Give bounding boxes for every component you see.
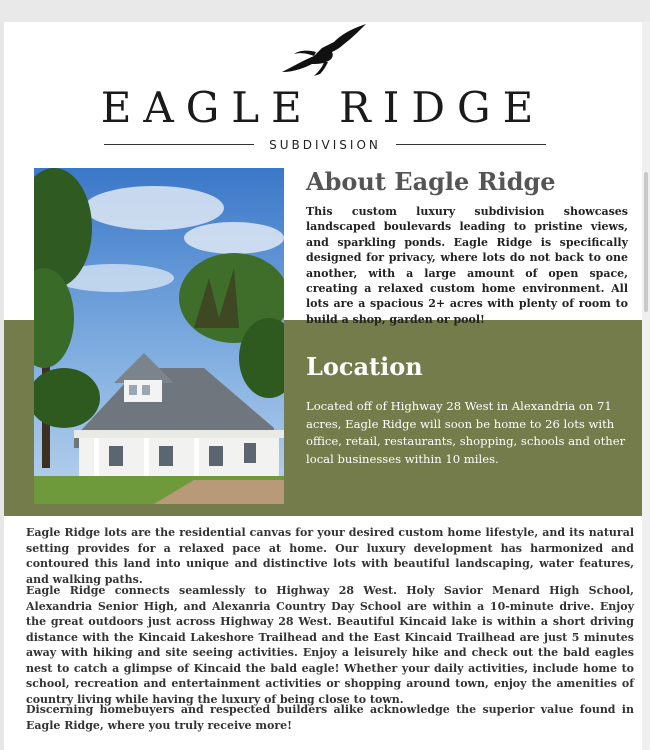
paragraph-connections: Eagle Ridge connects seamlessly to Highway 28 West. Holy Savior Menard High School, Alexandria Senior High, and Alexanria Country Day School are within a 10-minute drive. Enjoy the great outdoors just across Highway 28 West. Beautiful Kincaid lake is within a short driving distance with the Kincaid Lakeshore Trailhead and the East Kincaid Trailhead are just 5 minutes away with hiking and site seeing activities. Enjoy a leisurely hike and check out the bald eagles nest to catch a glimpse of Kincaid the bald eagle! Whether your daily activities, include home to school, recreation and entertainment activities or shopping around town, enjoy the amenities of country living while having the luxury of being close to town.: [26, 584, 634, 706]
browser-top-strip: [0, 0, 650, 22]
house-photo: [34, 168, 284, 504]
paragraph-lots: Eagle Ridge lots are the residential canvas for your desired custom home lifestyle, and its natural setting provides for a relaxed pace at home. Our luxury development has harmonized and contoured this land into unique and distinctive lots with beautiful landscaping, water features, and walking paths.: [26, 526, 634, 586]
paragraph-closing: Discerning homebuyers and respected builders alike acknowledge the superior value found in Eagle Ridge, where you truly receive more!: [26, 703, 634, 732]
scrollbar[interactable]: [642, 22, 650, 750]
brand-name: EAGLE RIDGE: [100, 83, 546, 132]
divider-right: [396, 144, 546, 145]
about-body: This custom luxury subdivision showcases landscaped boulevards leading to pristine views, and sparkling ponds. Eagle Ridge is specifically designed for privacy, where lots do not back to one another, with a large amount of open space, creating a relaxed custom home environment. All lots are a spacious 2+ acres with plenty of room to build a shop, garden or pool!: [306, 205, 628, 326]
about-title: About Eagle Ridge: [306, 167, 556, 196]
brand-subtitle: SUBDIVISION: [269, 138, 381, 152]
flyer-page: [4, 22, 642, 750]
location-body: Located off of Highway 28 West in Alexandria on 71 acres, Eagle Ridge will soon be home to 26 lots with office, retail, restaurants, shopping, schools and other local businesses within 10 miles.: [306, 399, 626, 466]
scrollbar-thumb[interactable]: [644, 172, 648, 312]
eagle-logo-icon: [274, 22, 374, 77]
brand-subtitle-row: [104, 136, 546, 154]
location-title: Location: [306, 352, 423, 381]
